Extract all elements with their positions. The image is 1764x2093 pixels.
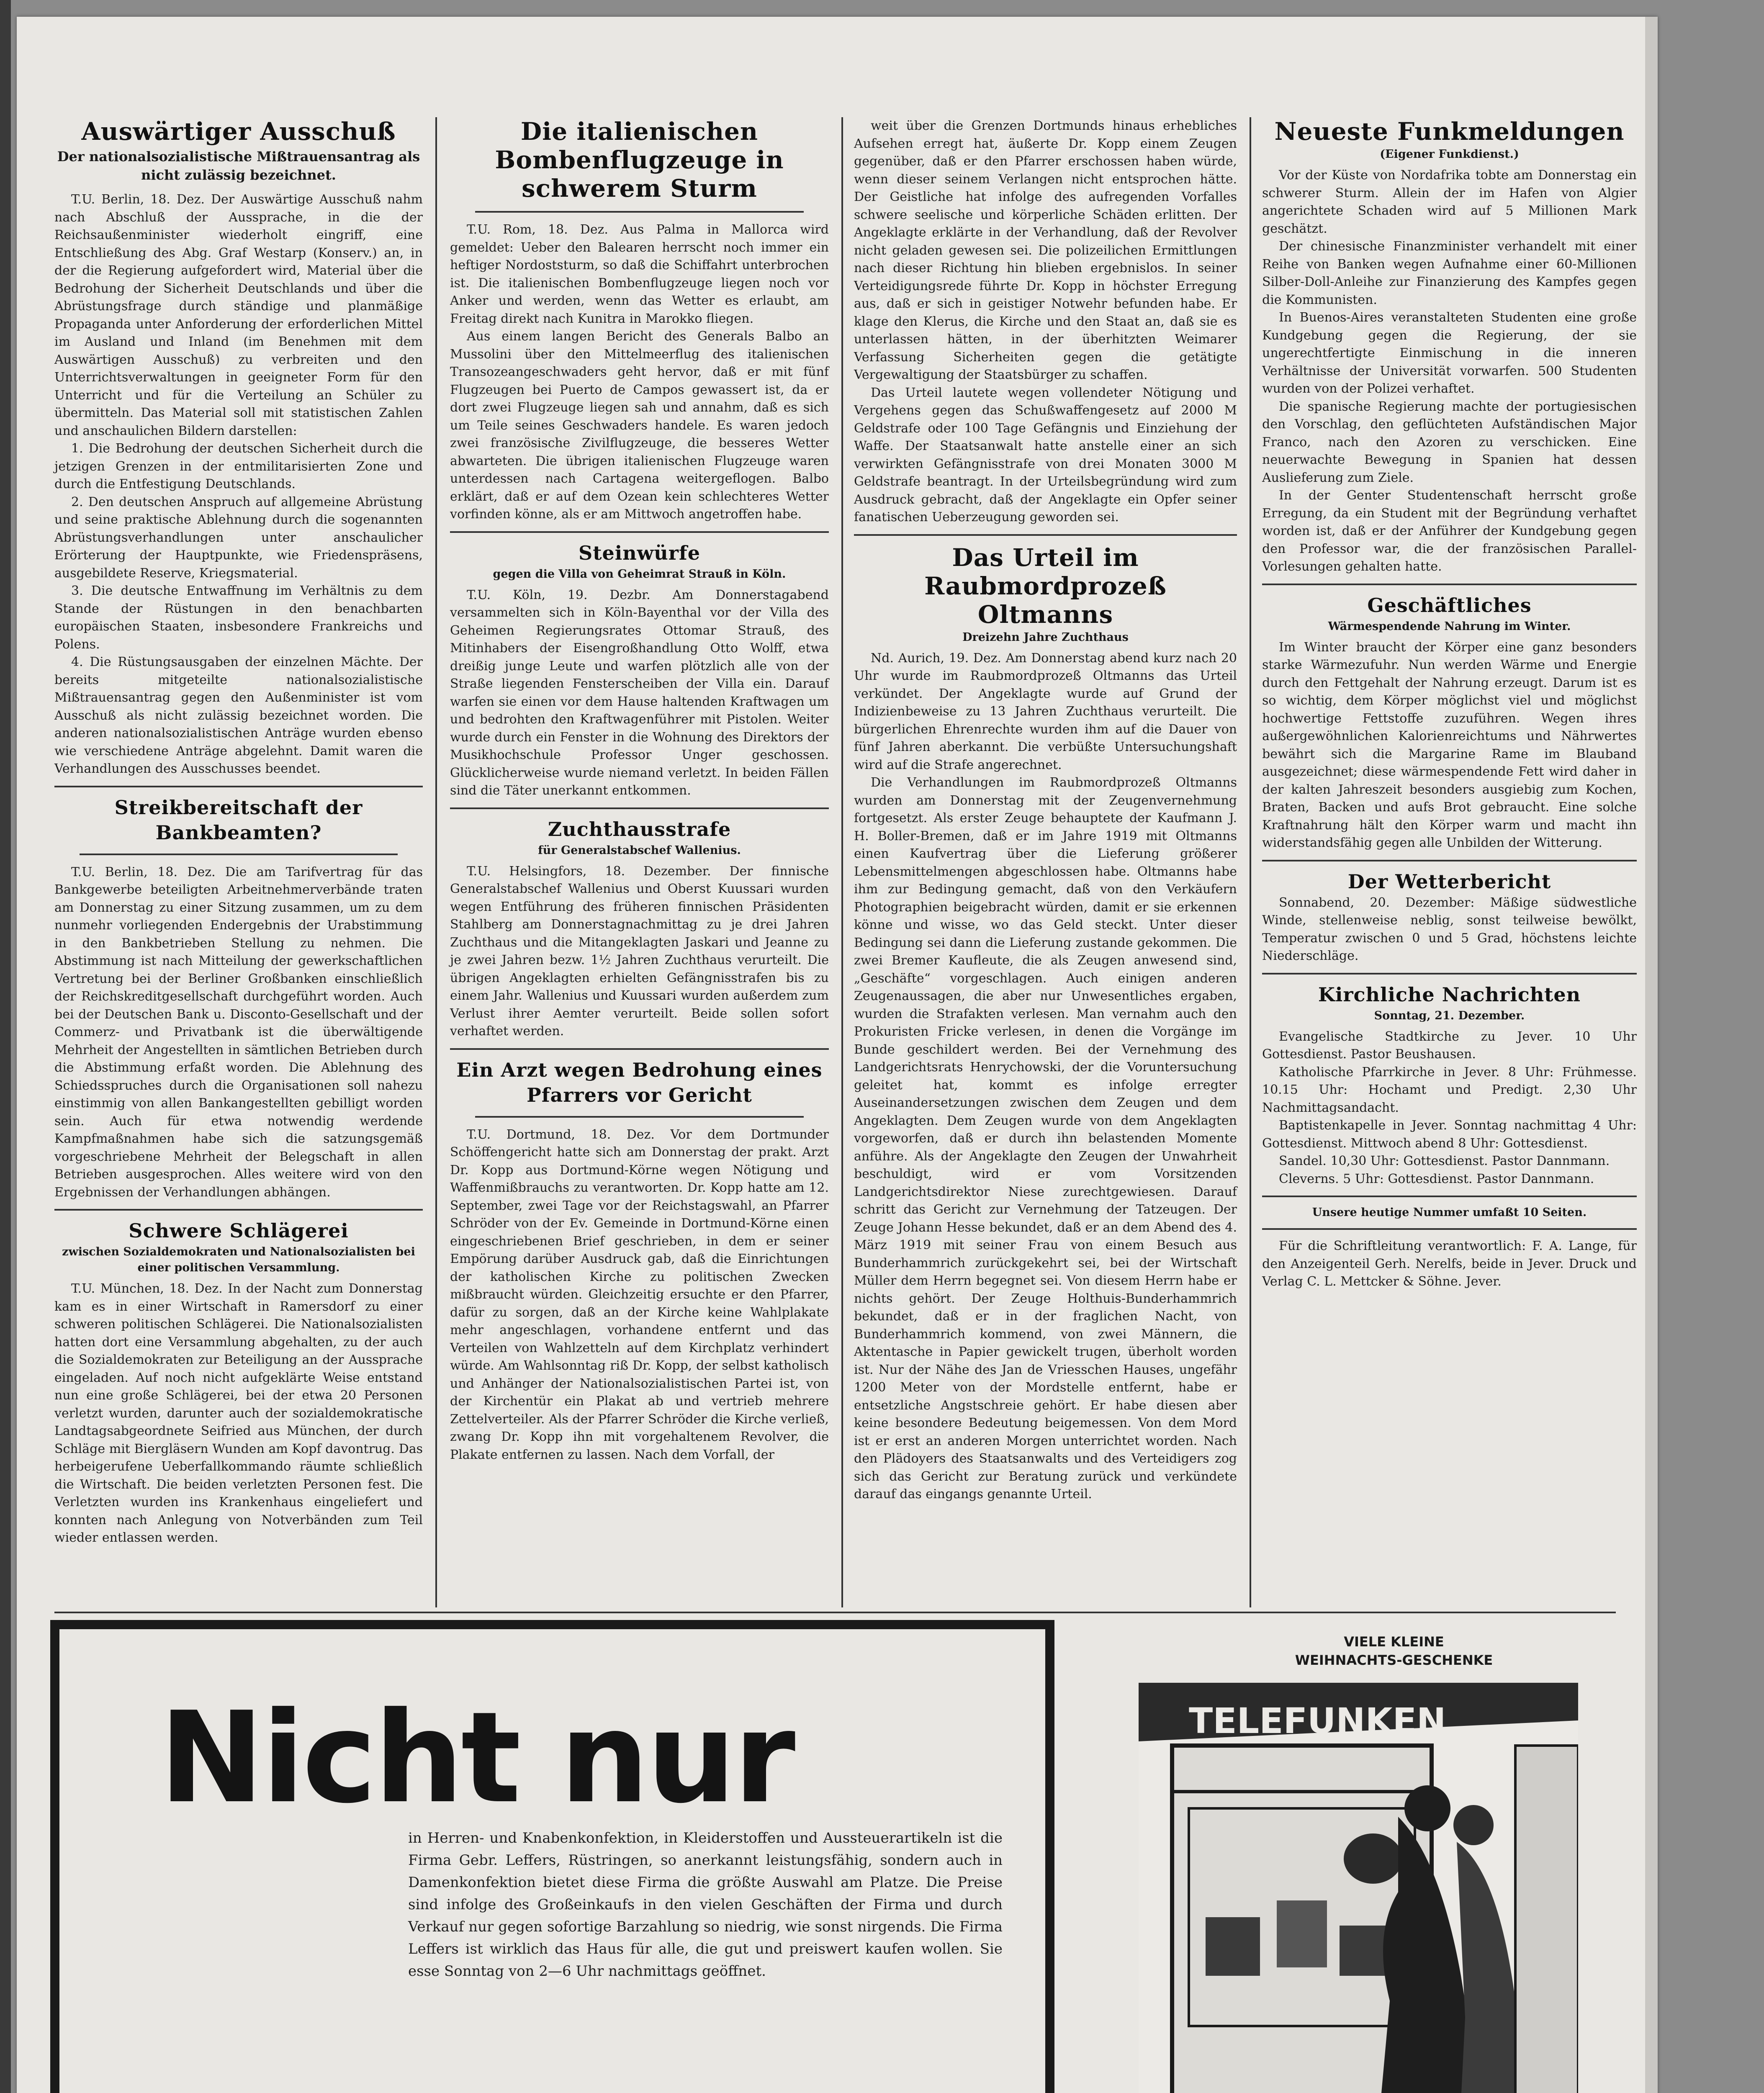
headline-arzt-bedrohung: Ein Arzt wegen Bedrohung eines Pfarrers vor Gericht [456, 1058, 823, 1106]
article-paragraph: 2. Den deutschen Anspruch auf allgemeine Abrüstung und seine praktische Ablehnung durch die sogenannten Abrüstungsverhandlungen unter anschaulicher Erörterung der Hauptpunkte, wie Friedenspräsens, ausgebildete Reserve, Kriegsmaterial. [54, 494, 423, 581]
ad-telefunken-head1: VIELE KLEINE [1344, 1634, 1444, 1650]
article-divider [1262, 1228, 1637, 1230]
article-paragraph: Baptistenkapelle in Jever. Sonntag nachmittag 4 Uhr: Gottesdienst. Mittwoch abend 8 Uhr: Gottesdienst. [1262, 1118, 1637, 1151]
article-paragraph: Die spanische Regierung machte der portugiesischen den Vorschlag, den geflüchteten Aufständischen Major Franco, nach den Azoren zu verschicken. Eine neuerwachte Bewegung in Spanien hat dessen Auslieferung zum Ziele. [1262, 399, 1637, 485]
column-1 [54, 117, 423, 1547]
article-paragraph: T.U. Helsingfors, 18. Dezember. Der finnische Generalstabschef Wallenius und Oberst Kuussari wurden wegen Entführung des früheren finnischen Präsidenten Stahlberg am Donnerstagnachmittag zu je drei Jahren Zuchthaus und die Mitangeklagten Jaskari und Jeanne zu je zwei Jahren bezw. 1½ Jahren Zuchthaus verurteilt. Die übrigen Angeklagten erhielten Gefängnisstrafen bis zu einem Jahr. Wallenius und Kuussari wurden außerdem zum Verlust ihrer Aemter verurteilt. Beide sollen sofort verhaftet werden. [450, 864, 829, 1039]
headline-raubmordprozess: Das Urteil im Raubmordprozeß Oltmanns [924, 543, 1167, 629]
telefunken-shop-illustration [1139, 1683, 1578, 2093]
article-divider [1262, 1196, 1637, 1197]
subheadline: Dreizehn Jahre Zuchthaus [962, 630, 1129, 644]
article-paragraph: T.U. Berlin, 18. Dez. Die am Tarifvertrag für das Bankgewerbe beteiligten Arbeitnehmerverbände traten am Donnerstag zu einer Sitzung zusammen, um zu dem nunmehr vorliegenden Endergebnis der Urabstimmung in den Bankbetrieben Stellung zu nehmen. Die Abstimmung ist nach Mitteilung der gewerkschaftlichen Vertretung bei der Berliner Großbanken einschließlich der Reichskreditgesellschaft durchgeführt worden. Auch bei der Deutschen Bank u. Disconto-Gesellschaft und der Commerz- und Privatbank ist die überwältigende Mehrheit der Angestellten in sämtlichen Betrieben durch die Abstimmung erfaßt worden. Die Ablehnung des Schiedsspruches durch die Organisationen soll nahezu einstimmig von allen Bankangestellten gebilligt worden sein. Auch für etwa notwendig werdende Kampfmaßnahmen habe sich die satzungsgemäß vorgeschriebene Mehrheit der Belegschaft in allen Betrieben ausgesprochen. Alles weitere wird von den Ergebnissen der Verhandlungen abhängen. [54, 864, 423, 1200]
article-paragraph: Der chinesische Finanzminister verhandelt mit einer Reihe von Banken wegen Aufnahme einer 60-Millionen Silber-Doll-Anleihe zur Finanzierung des Kampfes gegen die Kommunisten. [1262, 239, 1637, 307]
article-paragraph: T.U. Köln, 19. Dezbr. Am Donnerstagabend versammelten sich in Köln-Bayenthal vor der Villa des Geheimen Regierungsrates Ottomar Strauß, des Mitinhabers der Eisengroßhandlung Otto Wolff, etwa dreißig junge Leute und warfen plötzlich alle von der Straße liegenden Fensterscheiben der Villa ein. Darauf warfen sie einen vor dem Hause haltenden Kraftwagen um und bedrohten den Kraftwagenführer mit Pistolen. Weiter wurde durch ein Fenster in die Wohnung des Direktors der Musikhochschule Professor Unger geschossen. Glücklicherweise wurde niemand verletzt. In beiden Fällen sind die Täter unerkannt entkommen. [450, 587, 829, 798]
article-paragraph: Nd. Aurich, 19. Dez. Am Donnerstag abend kurz nach 20 Uhr wurde im Raubmordprozeß Oltmanns das Urteil verkündet. Der Angeklagte wurde auf Grund der Indizienbeweise zu 13 Jahren Zuchthaus verurteilt. Die bürgerlichen Ehrenrechte wurden ihm auf die Dauer von fünf Jahren aberkannt. Die verbüßte Untersuchungshaft wird auf die Strafe angerechnet. [854, 651, 1237, 772]
article-divider [450, 807, 829, 809]
article-paragraph: 4. Die Rüstungsausgaben der einzelnen Mächte. Der bereits mitgeteilte nationalsozialistische Mißtrauensantrag gegen den Außenminister ist vom Ausschuß als nicht zulässig bezeichnet worden. Die anderen nationalsozialistischen Anträge wurden ebenso wie verschiedene Anträge abgelehnt. Damit waren die Verhandlungen des Ausschusses beendet. [54, 655, 423, 776]
article-paragraph: Cleverns. 5 Uhr: Gottesdienst. Pastor Dannmann. [1279, 1171, 1594, 1186]
article-paragraph: T.U. München, 18. Dez. In der Nacht zum Donnerstag kam es in einer Wirtschaft in Ramersdorf zu einer schweren politischen Schlägerei. Die Nationalsozialisten hatten dort eine Versammlung abgehalten, zu der auch die Sozialdemokraten zur Beteiligung an der Aussprache eingeladen. Auf noch nicht aufgeklärte Weise entstand nun eine große Schlägerei, bei der etwa 20 Personen verletzt wurden, darunter auch der sozialdemokratische Landtagsabgeordnete Seifried aus München, der durch Schläge mit Biergläsern Wunden am Kopf davontrug. Das herbeigerufene Ueberfallkommando räumte schließlich die Wirtschaft. Die beiden verletzten Personen fest. Die Verletzten wurden ins Krankenhaus eingeliefert und konnten nach Anlegung von Notverbänden zum Teil wieder entlassen werden. [54, 1281, 423, 1545]
ad-leffers-title: Nicht nur [159, 1685, 793, 1831]
column-rule [1250, 117, 1251, 1607]
article-paragraph: Evangelische Stadtkirche zu Jever. 10 Uhr Gottesdienst. Pastor Beushausen. [1262, 1029, 1637, 1062]
headline-steinwuerfe: Steinwürfe [579, 541, 700, 564]
article-paragraph: In Buenos-Aires veranstalteten Studenten eine große Kundgebung gegen die Regierung, der sie ungerechtfertigte Einmischung in die inneren Verhältnisse der Universität vorwarfen. 500 Studenten wurden von der Polizei verhaftet. [1262, 310, 1637, 396]
subheadline: Sonntag, 21. Dezember. [1374, 1009, 1525, 1022]
headline-zuchthausstrafe: Zuchthausstrafe [548, 818, 731, 841]
ad-telefunken-head2: WEIHNACHTS-GESCHENKE [1295, 1652, 1493, 1668]
article-paragraph: Die Verhandlungen im Raubmordprozeß Oltmanns wurden am Donnerstag mit der Zeugenvernehmung fortgesetzt. Als erster Zeuge behauptete der Kaufmann J. H. Boller-Bremen, daß er im Jahre 1919 mit Oltmanns einen Kaufvertrag über die Lieferung größerer Lebensmittelmengen abgeschlossen habe. Oltmanns habe ihm zur Bedingung gemacht, daß von den Verkäufern Photographien beigebracht würden, damit er sie erkennen könne und wisse, wo das Geld steckt. Unter dieser Bedingung sei dann die Lieferung zustande gekommen. Die zwei Bremer Kaufleute, die als Zeugen anwesend sind, „Geschäfte“ vorgeschlagen. Auch einigen anderen Zeugenaussagen, die aber nur Unwesentliches ergaben, wurden die Strafakten verlesen. Man vernahm auch den Prokuristen Fricke verlesen, in denen die Vorgänge im Bunde geschildert werden. Bei der Vernehmung des Landgerichtsrats Henrychowski, der die Voruntersuchung geleitet hat, kommt es infolge erregter Auseinandersetzungen zwischen dem Zeugen und dem Angeklagten. Dem Zeugen wurde von dem Angeklagten vorgeworfen, daß er durch ihn belastenden Momente anführe. Als der Angeklagte den Zeugen der Unwahrheit beschuldigt, wird er vom Vorsitzenden Landgerichtsdirektor Niese zurechtgewiesen. Darauf schritt das Gericht zur Vernehmung der Tatzeugen. Der Zeuge Johann Hesse bekundet, daß er an dem Abend des 4. März 1919 mit seiner Frau von einem Besuch aus Bunderhammrich zurückgekehrt sei, bei der Wirtschaft Müller dem Herrn begegnet sei. Von diesem Herrn habe er nichts gehört. Der Zeuge Holthuis-Bunderhammrich bekundet, daß er in der fraglichen Nacht, von Bunderhammrich kommend, von zwei Männern, die Aktentasche in Papier gewickelt trugen, überholt worden ist. Nur der Nähe des Jan de Vriesschen Hauses, ungefähr 1200 Meter von der Mordstelle entfernt, habe er entsetzliche Angstschreie gehört. Er habe diesen aber keine besondere Bedeutung beigemessen. Von dem Mord ist er erst an anderen Morgen unterrichtet worden. Nach den Plädoyers des Staatsanwalts und des Verteidigers zog sich das Gericht zur Beratung zurück und verkündete darauf das eingangs genannte Urteil. [854, 775, 1237, 1502]
article-paragraph: In der Genter Studentenschaft herrscht große Erregung, da ein Student mit der Begründung verhaftet worden ist, daß er der Anführer der Kundgebung gegen den Professor war, die der französischen Parallel-Vorlesungen gehalten hatte. [1262, 488, 1637, 574]
article-paragraph: Aus einem langen Bericht des Generals Balbo an Mussolini über den Mittelmeerflug des italienischen Transozeangeschwaders geht hervor, daß er mit fünf Flugzeugen bei Puerto de Campos gewassert ist, da er dort zwei Flugzeuge liegen sah und annahm, daß es sich um Teile seines Geschwaders handele. Es waren jedoch zwei französische Zivilflugzeuge, die besseres Wetter abwarteten. Die übrigen italienischen Flugzeuge waren unterdessen nach Cartagena weitergeflogen. Balbo erklärt, daß er auf dem Ozean kein schlechteres Wetter vorfinden könne, als er am Mittwoch angetroffen habe. [450, 329, 829, 522]
subheadline: Wärmespendende Nahrung im Winter. [1328, 620, 1571, 633]
article-paragraph: T.U. Rom, 18. Dez. Aus Palma in Mallorca wird gemeldet: Ueber den Balearen herrscht noch immer ein heftiger Nordoststurm, so daß die Schiffahrt unterbrochen ist. Die italienischen Bombenflugzeuge liegen noch vor Anker und werden, wenn das Wetter es erlaubt, am Freitag direkt nach Kunitra in Marokko fliegen. [450, 222, 829, 326]
article-paragraph: T.U. Berlin, 18. Dez. Der Auswärtige Ausschuß nahm nach Abschluß der Aussprache, in die der Reichsaußenminister wiederholt eingriff, eine Entschließung des Abg. Graf Westarp (Konserv.) an, in der die Regierung aufgefordert wird, Material über die Bedrohung der Sicherheit Deutschlands und über die Abrüstungsfrage durch ständige und planmäßige Propaganda unter Anforderung der erforderlichen Mittel im Ausland und Inland (im Benehmen mit dem Auswärtigen Ausschuß) zu verbreiten und den Unterrichtsverwaltungen in geeigneter Form für den Unterricht und für die Verteilung an Schüler zu übermitteln. Das Material soll mit statistischen Zahlen und anschaulichen Bildern darstellen: [54, 192, 423, 438]
ad-leffers-text: in Herren- und Knabenkonfektion, in Kleiderstoffen und Aussteuerartikeln ist die Firma Gebr. Leffers, Rüstringen, so anerkannt leistungsfähig, sondern auch in Damenkonfektion bietet diese Firma die größte Auswahl am Platze. Die Preise sind infolge des Großeinkaufs in den vielen Geschäften der Firma und durch Verkauf nur gegen sofortige Barzahlung so niedrig, wie sonst nirgends. Die Firma Leffers ist wirklich das Haus für alle, die gut und preiswert kaufen wollen. Sie esse Sonntag von 2—6 Uhr nachmittags geöffnet. [408, 1830, 1003, 1980]
column-rule [841, 117, 843, 1607]
ad-telefunken [1109, 1624, 1633, 2093]
article-divider [475, 1116, 804, 1118]
article-divider [450, 531, 829, 533]
subheadline: (Eigener Funkdienst.) [1380, 148, 1519, 161]
article-paragraph: weit über die Grenzen Dortmunds hinaus erhebliches Aufsehen erregt hat, äußerte Dr. Kopp einem Zeugen gegenüber, daß er den Pfarrer erschossen haben würde, wenn dieser seinem Verlangen nicht entsprochen hätte. Der Geistliche hat infolge des aufregenden Vorfalles schwere seelische und körperliche Schäden erlitten. Der Angeklagte erklärte in der Verhandlung, daß der Revolver nicht geladen gewesen sei. Die polizeilichen Ermittlungen nach dieser Richtung hin blieben ergebnislos. In seiner Verteidigungsrede führte Dr. Kopp in höchster Erregung aus, daß er sich in geistiger Notwehr befunden habe. Er klage den Klerus, die Kirche und den Staat an, daß sie es unterlassen hätten, in der überhitzten Weimarer Verfassung Sicherheiten gegen die getätigte Vergewaltigung der Staatsbürger zu schaffen. [854, 118, 1237, 382]
headline-schwere-schlaegerei: Schwere Schlägerei [129, 1219, 349, 1242]
imprint: Für die Schriftleitung verantwortlich: F. A. Lange, für den Anzeigenteil Gerh. Nerelfs, beide in Jever. Druck und Verlag C. L. Mettcker & Söhne. Jever. [1262, 1239, 1637, 1289]
article-paragraph: Vor der Küste von Nordafrika tobte am Donnerstag ein schwerer Sturm. Allein der im Hafen von Algier angerichtete Schaden wird auf 5 Millionen Mark geschätzt. [1262, 168, 1637, 236]
column-4 [1262, 117, 1637, 1291]
scanner-edge [0, 0, 11, 2093]
article-divider [1262, 860, 1637, 861]
article-paragraph: 3. Die deutsche Entwaffnung im Verhältnis zu dem Stande der Rüstungen in den benachbarten europäischen Staaten, insbesondere Frankreichs und Polens. [54, 584, 423, 652]
headline-geschaeftliches: Geschäftliches [1367, 594, 1532, 617]
article-paragraph: Das Urteil lautete wegen vollendeter Nötigung und Vergehens gegen das Schußwaffengesetz auf 2000 M Geldstrafe oder 100 Tage Gefängnis und Einziehung der Waffe. Der Staatsanwalt hatte anstelle einer an sich verwirkten Gefängnisstrafe von drei Monaten 3000 M Geldstrafe beantragt. In der Urteilsbegründung wird zum Ausdruck gebracht, daß der Angeklagte ein Opfer seiner fanatischen Ueberzeugung geworden sei. [854, 385, 1237, 525]
article-divider [475, 211, 804, 213]
telefunken-shop-sign: TELEFUNKEN [1189, 1700, 1446, 1741]
page-count-notice: Unsere heutige Nummer umfaßt 10 Seiten. [1312, 1206, 1587, 1219]
headline-bombenflugzeuge: Die italienischen Bombenflugzeuge in schwerem Sturm [495, 117, 784, 203]
article-divider [54, 1209, 423, 1211]
subheadline: für Generalstabschef Wallenius. [538, 843, 741, 857]
headline-wetterbericht: Der Wetterbericht [1347, 870, 1551, 893]
headline-streikbereitschaft: Streikbereitschaft der Bankbeamten? [114, 796, 363, 844]
article-paragraph: Katholische Pfarrkirche in Jever. 8 Uhr: Frühmesse. 10.15 Uhr: Hochamt und Predigt. 2,30 Uhr Nachmittagsandacht. [1262, 1064, 1637, 1115]
article-paragraph: Im Winter braucht der Körper eine ganz besonders starke Wärmezufuhr. Nun werden Wärme und Energie durch den Fettgehalt der Nahrung erzeugt. Darum ist es so wichtig, dem Körper möglichst viel und möglichst hochwertige Fettstoffe zuzuführen. Wegen ihres außergewöhnlichen Kalorienreichtums und Nährwertes bewährt sich die Margarine Rame im Blauband ausgezeichnet; diese wärmespendende Fett wird daher in der kalten Jahreszeit besonders ausgiebig zum Kochen, Braten, Backen und aufs Brot gebraucht. Eine solche Kraftnahrung hält den Körper warm und macht ihn widerstandsfähig gegen alle Unbilden der Witterung. [1262, 640, 1637, 850]
article-divider [450, 1048, 829, 1050]
page-fold-shadow [1645, 17, 1658, 2093]
subheadline: zwischen Sozialdemokraten und Nationalsozialisten bei einer politischen Versammlung. [62, 1245, 415, 1274]
column-rule [435, 117, 437, 1607]
subheadline: Der nationalsozialistische Mißtrauensantrag als nicht zulässig bezeichnet. [57, 149, 420, 183]
article-divider [54, 786, 423, 787]
column-2 [450, 117, 829, 1464]
subheadline: gegen die Villa von Geheimrat Strauß in Köln. [493, 567, 786, 581]
headline-funkmeldungen: Neueste Funkmeldungen [1274, 117, 1625, 146]
headline-kirchliche-nachrichten: Kirchliche Nachrichten [1318, 983, 1581, 1006]
article-paragraph: T.U. Dortmund, 18. Dez. Vor dem Dortmunder Schöffengericht hatte sich am Donnerstag der prakt. Arzt Dr. Kopp aus Dortmund-Körne wegen Nötigung und Waffenmißbrauchs zu verantworten. Dr. Kopp hatte am 12. September, zwei Tage vor der Reichstagswahl, an Pfarrer Schröder von der Ev. Gemeinde in Dortmund-Körne einen eingeschriebenen Brief geschrieben, in dem er seiner Empörung darüber Ausdruck gab, daß die Einrichtungen der katholischen Kirche zu politischen Zwecken mißbraucht würden. Gleichzeitig ersuchte er den Pfarrer, dafür zu sorgen, daß an der Kirche keine Wahlplakate mehr angeschlagen, vorhandene entfernt und das Verteilen von Wahlzetteln auf dem Kirchplatz verhindert würde. Am Wahlsonntag riß Dr. Kopp, der selbst katholisch und Anhänger der Nationalsozialistischen Partei ist, von der Kirchentür ein Plakat ab und vertrieb mehrere Zettelverteiler. Als der Pfarrer Schröder die Kirche verließ, zwang Dr. Kopp ihn mit vorgehaltenem Revolver, die Plakate entfernen zu lassen. Nach dem Vorfall, der [450, 1127, 829, 1462]
article-paragraph: Sandel. 10,30 Uhr: Gottesdienst. Pastor Dannmann. [1279, 1154, 1610, 1168]
article-paragraph: Sonnabend, 20. Dezember: Mäßige südwestliche Winde, stellenweise neblig, sonst teilweise bewölkt, Temperatur zwischen 0 und 5 Grad, höchstens leichte Niederschläge. [1262, 895, 1637, 963]
article-divider [1262, 584, 1637, 585]
section-divider [54, 1612, 1616, 1613]
article-divider [80, 854, 398, 855]
headline-auswaertiger-ausschuss: Auswärtiger Ausschuß [81, 117, 396, 146]
column-3 [854, 117, 1237, 1504]
article-divider [1262, 973, 1637, 975]
article-divider [854, 534, 1237, 536]
article-paragraph: 1. Die Bedrohung der deutschen Sicherheit durch die jetzigen Grenzen in der entmilitarisierten Zone und durch die Entfestigung Deutschlands. [54, 441, 423, 491]
